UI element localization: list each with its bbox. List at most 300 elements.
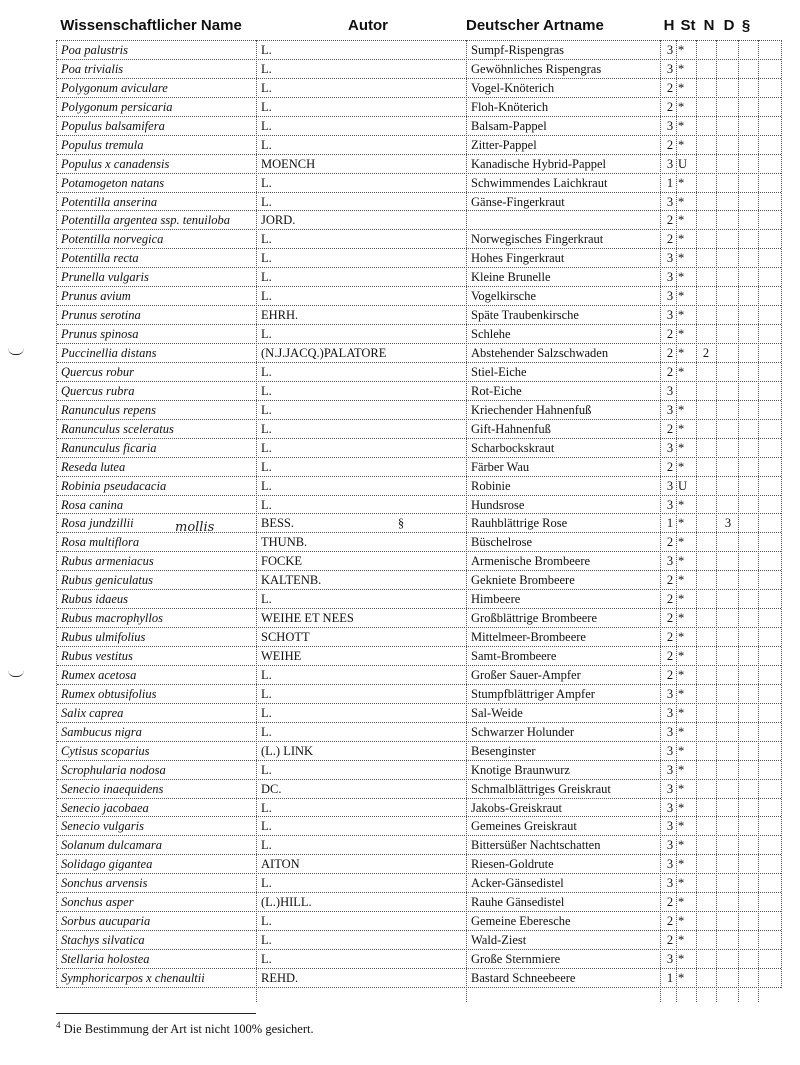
h-cell: 3: [666, 402, 674, 417]
scientific-name-cell: Rubus ulmifolius: [61, 630, 146, 645]
footnote: [56, 1020, 314, 1037]
st-cell: *: [678, 611, 685, 626]
author-cell: L.: [261, 667, 272, 682]
header-paragraph: §: [741, 17, 751, 34]
n-cell: [699, 836, 713, 854]
st-cell: *: [678, 137, 685, 152]
table-row: [57, 287, 781, 306]
german-name-cell: Schlehe: [471, 327, 511, 342]
scientific-name-cell: Stellaria holostea: [61, 952, 150, 966]
h-cell: 3: [666, 876, 674, 891]
author-cell: L.: [261, 43, 272, 57]
scientific-name-cell: Rumex acetosa: [61, 667, 137, 682]
h-cell: 3: [666, 251, 674, 266]
german-name-cell: Rauhblättrige Rose: [471, 516, 568, 531]
st-cell: *: [678, 232, 685, 247]
scientific-name-cell: Quercus robur: [61, 364, 135, 379]
n-cell: [699, 609, 713, 627]
author-cell: L.: [261, 440, 272, 455]
h-cell: 3: [666, 800, 674, 815]
german-name-cell: Bastard Schneebeere: [471, 970, 576, 985]
footnote-rule: [56, 1013, 256, 1014]
h-cell: 2: [666, 611, 674, 626]
n-cell: [699, 420, 713, 438]
st-cell: *: [678, 402, 685, 417]
h-cell: 3: [666, 478, 674, 493]
st-cell: *: [678, 459, 685, 474]
column-divider: [676, 40, 677, 1002]
table-row: [57, 41, 781, 60]
h-cell: 3: [666, 497, 674, 512]
n-cell: [699, 496, 713, 514]
header-scientific-name: Wissenschaftlicher Name: [60, 17, 242, 34]
d-cell: [721, 723, 735, 741]
table-row: [57, 496, 781, 515]
n-cell: [699, 477, 713, 495]
h-cell: 2: [666, 630, 674, 645]
author-cell: BESS.: [261, 516, 295, 531]
scientific-name-cell: Quercus rubra: [61, 383, 135, 398]
st-cell: *: [678, 895, 685, 910]
german-name-cell: Sal-Weide: [471, 705, 523, 720]
h-cell: 1: [666, 516, 674, 531]
scientific-name-cell: Prunus serotina: [61, 308, 141, 323]
german-name-cell: Floh-Knöterich: [471, 99, 549, 114]
table-row: [57, 382, 781, 401]
d-cell: [721, 458, 735, 476]
author-cell: L.: [261, 175, 272, 190]
table-row: [57, 723, 781, 742]
german-name-cell: Bittersüßer Nachtschatten: [471, 838, 601, 853]
table-row: [57, 79, 781, 98]
table-row: [57, 893, 781, 912]
n-cell: [699, 41, 713, 59]
author-cell: L.: [261, 705, 272, 720]
author-cell: L.: [261, 194, 272, 209]
table-row: [57, 571, 781, 590]
h-cell: 2: [666, 667, 674, 682]
h-cell: 3: [666, 781, 674, 796]
table-row: [57, 211, 781, 230]
h-cell: 3: [666, 705, 674, 720]
german-name-cell: Gemeine Eberesche: [471, 914, 571, 929]
h-cell: 3: [666, 857, 674, 872]
st-cell: *: [678, 440, 685, 455]
n-cell: [699, 439, 713, 457]
n-cell: [699, 742, 713, 760]
author-cell: L.: [261, 99, 272, 114]
n-cell: [699, 590, 713, 608]
german-name-cell: Scharbockskraut: [471, 440, 555, 455]
d-cell: [721, 761, 735, 779]
author-cell: L.: [261, 61, 272, 76]
german-name-cell: Große Sternmiere: [471, 952, 561, 966]
n-cell: 2: [702, 346, 710, 360]
scientific-name-cell: Senecio jacobaea: [61, 800, 149, 815]
author-cell: L.: [261, 402, 272, 417]
n-cell: [699, 893, 713, 911]
h-cell: 3: [666, 838, 674, 853]
d-cell: [721, 969, 735, 987]
table-row: [57, 249, 781, 268]
d-cell: [721, 382, 735, 400]
table-row: [57, 174, 781, 193]
d-cell: [721, 268, 735, 286]
table-row: [57, 704, 781, 723]
scientific-name-cell: Prunus spinosa: [61, 327, 139, 342]
german-name-cell: Kriechender Hahnenfuß: [471, 402, 592, 417]
german-name-cell: Sumpf-Rispengras: [471, 43, 565, 57]
scientific-name-cell: Salix caprea: [61, 705, 124, 720]
scientific-name-cell: Potentilla norvegica: [61, 232, 164, 247]
h-cell: 3: [666, 819, 674, 834]
d-cell: [721, 363, 735, 381]
n-cell: [699, 363, 713, 381]
n-cell: [699, 950, 713, 968]
scientific-name-cell: Scrophularia nodosa: [61, 762, 166, 777]
n-cell: [699, 155, 713, 173]
header-d: D: [723, 17, 735, 34]
table-row: [57, 268, 781, 287]
author-cell: MOENCH: [261, 156, 316, 171]
german-name-cell: Gewöhnliches Rispengras: [471, 61, 602, 76]
scientific-name-cell: Rubus idaeus: [61, 592, 129, 607]
german-name-cell: Wald-Ziest: [471, 933, 527, 948]
n-cell: [699, 306, 713, 324]
h-cell: 2: [666, 459, 674, 474]
st-cell: *: [678, 667, 685, 682]
author-cell: L.: [261, 497, 272, 512]
german-name-cell: Mittelmeer-Brombeere: [471, 630, 586, 645]
scientific-name-cell: Sambucus nigra: [61, 724, 142, 739]
german-name-cell: Schmalblättriges Greiskraut: [471, 781, 611, 796]
n-cell: [699, 552, 713, 570]
author-cell: L.: [261, 327, 272, 342]
h-cell: 2: [666, 895, 674, 910]
d-cell: [721, 401, 735, 419]
d-cell: [721, 533, 735, 551]
author-cell: FOCKE: [261, 554, 302, 569]
table-row: [57, 874, 781, 893]
author-cell: (L.) LINK: [261, 743, 314, 758]
h-cell: 2: [666, 592, 674, 607]
d-cell: [721, 496, 735, 514]
n-cell: [699, 174, 713, 192]
n-cell: [699, 268, 713, 286]
st-cell: *: [678, 573, 685, 588]
column-divider: [466, 40, 467, 1002]
table-row: [57, 306, 781, 325]
scientific-name-cell: Reseda lutea: [61, 459, 126, 474]
d-cell: [721, 666, 735, 684]
author-cell: SCHOTT: [261, 630, 310, 645]
author-cell: L.: [261, 478, 272, 493]
st-cell: U: [678, 156, 688, 171]
table-row: [57, 363, 781, 382]
table-row: [57, 230, 781, 249]
h-cell: 3: [666, 43, 674, 57]
author-cell: EHRH.: [261, 308, 299, 323]
author-cell: L.: [261, 421, 272, 436]
st-cell: *: [678, 876, 685, 891]
scientific-name-cell: Poa trivialis: [61, 61, 124, 76]
h-cell: 1: [666, 175, 674, 190]
st-cell: *: [678, 270, 685, 285]
handwritten-note: mollis: [175, 520, 215, 535]
author-cell: L.: [261, 80, 272, 95]
n-cell: [699, 136, 713, 154]
d-cell: [721, 193, 735, 211]
d-cell: [721, 155, 735, 173]
n-cell: [699, 723, 713, 741]
d-cell: [721, 950, 735, 968]
d-cell: [721, 893, 735, 911]
n-cell: [699, 855, 713, 873]
n-cell: [699, 780, 713, 798]
german-name-cell: Büschelrose: [471, 535, 533, 550]
scientific-name-cell: Solidago gigantea: [61, 857, 153, 872]
scientific-name-cell: Polygonum aviculare: [61, 80, 168, 95]
st-cell: *: [678, 421, 685, 436]
author-cell: L.: [261, 724, 272, 739]
scientific-name-cell: Populus balsamifera: [61, 118, 165, 133]
scientific-name-cell: Senecio inaequidens: [61, 781, 164, 796]
n-cell: [699, 401, 713, 419]
german-name-cell: Großblättrige Brombeere: [471, 611, 597, 626]
d-cell: [721, 609, 735, 627]
author-cell: DC.: [261, 781, 282, 796]
d-cell: [721, 647, 735, 665]
h-cell: 3: [666, 308, 674, 323]
german-name-cell: Acker-Gänsedistel: [471, 876, 564, 891]
german-name-cell: Jakobs-Greiskraut: [471, 800, 562, 815]
column-divider: [738, 40, 739, 1002]
scientific-name-cell: Potamogeton natans: [61, 175, 165, 190]
scientific-name-cell: Rubus macrophyllos: [61, 611, 163, 626]
st-cell: U: [678, 478, 688, 493]
column-divider: [758, 40, 759, 1002]
d-cell: [721, 306, 735, 324]
scientific-name-cell: Potentilla anserina: [61, 194, 158, 209]
h-cell: 3: [666, 440, 674, 455]
table-row: [57, 742, 781, 761]
author-cell: THUNB.: [261, 535, 308, 550]
h-cell: 2: [666, 213, 674, 228]
d-cell: [721, 41, 735, 59]
n-cell: [699, 514, 713, 532]
header-german-name: Deutscher Artname: [466, 17, 604, 34]
scientific-name-cell: Symphoricarpos x chenaultii: [61, 970, 205, 985]
german-name-cell: Gänse-Fingerkraut: [471, 194, 565, 209]
german-name-cell: [471, 211, 661, 229]
d-cell: [721, 628, 735, 646]
scientific-name-cell: Sonchus arvensis: [61, 876, 148, 891]
d-cell: [721, 79, 735, 97]
n-cell: [699, 685, 713, 703]
d-cell: [721, 211, 735, 229]
d-cell: [721, 855, 735, 873]
german-name-cell: Norwegisches Fingerkraut: [471, 232, 604, 247]
scientific-name-cell: Stachys silvatica: [61, 933, 145, 948]
german-name-cell: Schwarzer Holunder: [471, 724, 575, 739]
n-cell: [699, 704, 713, 722]
german-name-cell: Rot-Eiche: [471, 383, 522, 398]
st-cell: *: [678, 630, 685, 645]
d-cell: [721, 552, 735, 570]
species-table: [56, 40, 782, 988]
scientific-name-cell: Rosa jundzillii: [61, 516, 134, 531]
author-cell: L.: [261, 383, 272, 398]
n-cell: [699, 874, 713, 892]
german-name-cell: Vogelkirsche: [471, 289, 537, 304]
d-cell: [721, 799, 735, 817]
margin-mark: [8, 670, 24, 677]
h-cell: 2: [666, 535, 674, 550]
st-cell: *: [678, 175, 685, 190]
table-row: [57, 60, 781, 79]
h-cell: 3: [666, 686, 674, 701]
d-cell: [721, 136, 735, 154]
scientific-name-cell: Senecio vulgaris: [61, 819, 144, 834]
author-cell: L.: [261, 118, 272, 133]
author-cell: WEIHE ET NEES: [261, 611, 354, 626]
h-cell: 3: [666, 554, 674, 569]
table-row: [57, 609, 781, 628]
h-cell: 3: [666, 743, 674, 758]
german-name-cell: Hohes Fingerkraut: [471, 251, 565, 266]
author-cell: L.: [261, 800, 272, 815]
scientific-name-cell: Rosa canina: [61, 497, 124, 512]
n-cell: [699, 533, 713, 551]
n-cell: [699, 249, 713, 267]
author-cell: L.: [261, 933, 272, 948]
d-cell: [721, 742, 735, 760]
st-cell: *: [678, 194, 685, 209]
author-cell: L.: [261, 762, 272, 777]
n-cell: [699, 666, 713, 684]
table-row: [57, 325, 781, 344]
table-row: [57, 761, 781, 780]
table-row: [57, 344, 781, 363]
scientific-name-cell: Ranunculus sceleratus: [61, 421, 174, 436]
n-cell: [699, 325, 713, 343]
table-row: [57, 401, 781, 420]
author-cell: L.: [261, 137, 272, 152]
german-name-cell: Balsam-Pappel: [471, 118, 547, 133]
st-cell: *: [678, 724, 685, 739]
n-cell: [699, 211, 713, 229]
n-cell: [699, 571, 713, 589]
st-cell: *: [678, 364, 685, 379]
author-cell: L.: [261, 838, 272, 853]
st-cell: *: [678, 705, 685, 720]
n-cell: [699, 117, 713, 135]
st-cell: *: [678, 308, 685, 323]
n-cell: [699, 628, 713, 646]
scientific-name-cell: Sorbus aucuparia: [61, 914, 151, 929]
st-cell: *: [678, 99, 685, 114]
scientific-name-cell: Sonchus asper: [61, 895, 134, 910]
table-row: [57, 420, 781, 439]
author-cell: L.: [261, 592, 272, 607]
table-row: [57, 117, 781, 136]
h-cell: 3: [666, 156, 674, 171]
author-cell: L.: [261, 459, 272, 474]
d-cell: [721, 931, 735, 949]
scientific-name-cell: Polygonum persicaria: [61, 99, 173, 114]
header-st: St: [680, 17, 696, 34]
h-cell: 3: [666, 270, 674, 285]
german-name-cell: Gift-Hahnenfuß: [471, 421, 551, 436]
header-n: N: [703, 17, 715, 34]
d-cell: [721, 344, 735, 362]
st-cell: *: [678, 686, 685, 701]
table-row: [57, 647, 781, 666]
table-row: [57, 193, 781, 212]
german-name-cell: Zitter-Pappel: [471, 137, 537, 152]
n-cell: [699, 193, 713, 211]
h-cell: 3: [666, 118, 674, 133]
h-cell: 2: [666, 80, 674, 95]
d-cell: [721, 249, 735, 267]
h-cell: 2: [666, 137, 674, 152]
german-name-cell: Kanadische Hybrid-Pappel: [471, 156, 607, 171]
table-row: [57, 780, 781, 799]
d-cell: [721, 780, 735, 798]
n-cell: [699, 912, 713, 930]
h-cell: 3: [666, 289, 674, 304]
st-cell: *: [678, 251, 685, 266]
st-cell: *: [678, 516, 685, 531]
h-cell: 2: [666, 933, 674, 948]
table-row: [57, 666, 781, 685]
german-name-cell: Großer Sauer-Ampfer: [471, 667, 581, 682]
author-cell: (N.J.JACQ.)PALATORE: [261, 346, 387, 360]
margin-mark: [8, 348, 24, 355]
n-cell: [699, 761, 713, 779]
st-cell: *: [678, 819, 685, 834]
german-name-cell: Abstehender Salzschwaden: [471, 346, 609, 360]
scientific-name-cell: Rubus vestitus: [61, 649, 133, 663]
scientific-name-cell: Cytisus scoparius: [61, 743, 150, 758]
st-cell: [678, 382, 692, 400]
paragraph-note-cell: §: [397, 516, 405, 531]
st-cell: *: [678, 952, 685, 966]
header-h: H: [663, 17, 675, 34]
n-cell: [699, 60, 713, 78]
d-cell: [721, 477, 735, 495]
d-cell: [721, 98, 735, 116]
st-cell: *: [678, 743, 685, 758]
german-name-cell: Himbeere: [471, 592, 521, 607]
scientific-name-cell: Potentilla recta: [61, 251, 139, 266]
scientific-name-cell: Rubus armeniacus: [61, 554, 154, 569]
table-row: [57, 969, 781, 988]
st-cell: *: [678, 80, 685, 95]
st-cell: *: [678, 649, 685, 663]
header-author: Autor: [348, 17, 388, 34]
author-cell: KALTENB.: [261, 573, 322, 588]
st-cell: *: [678, 554, 685, 569]
table-row: [57, 458, 781, 477]
scientific-name-cell: Rubus geniculatus: [61, 573, 154, 588]
st-cell: *: [678, 118, 685, 133]
table-row: [57, 477, 781, 496]
column-divider: [696, 40, 697, 1002]
table-row: [57, 628, 781, 647]
h-cell: 2: [666, 232, 674, 247]
german-name-cell: Gemeines Greiskraut: [471, 819, 577, 834]
